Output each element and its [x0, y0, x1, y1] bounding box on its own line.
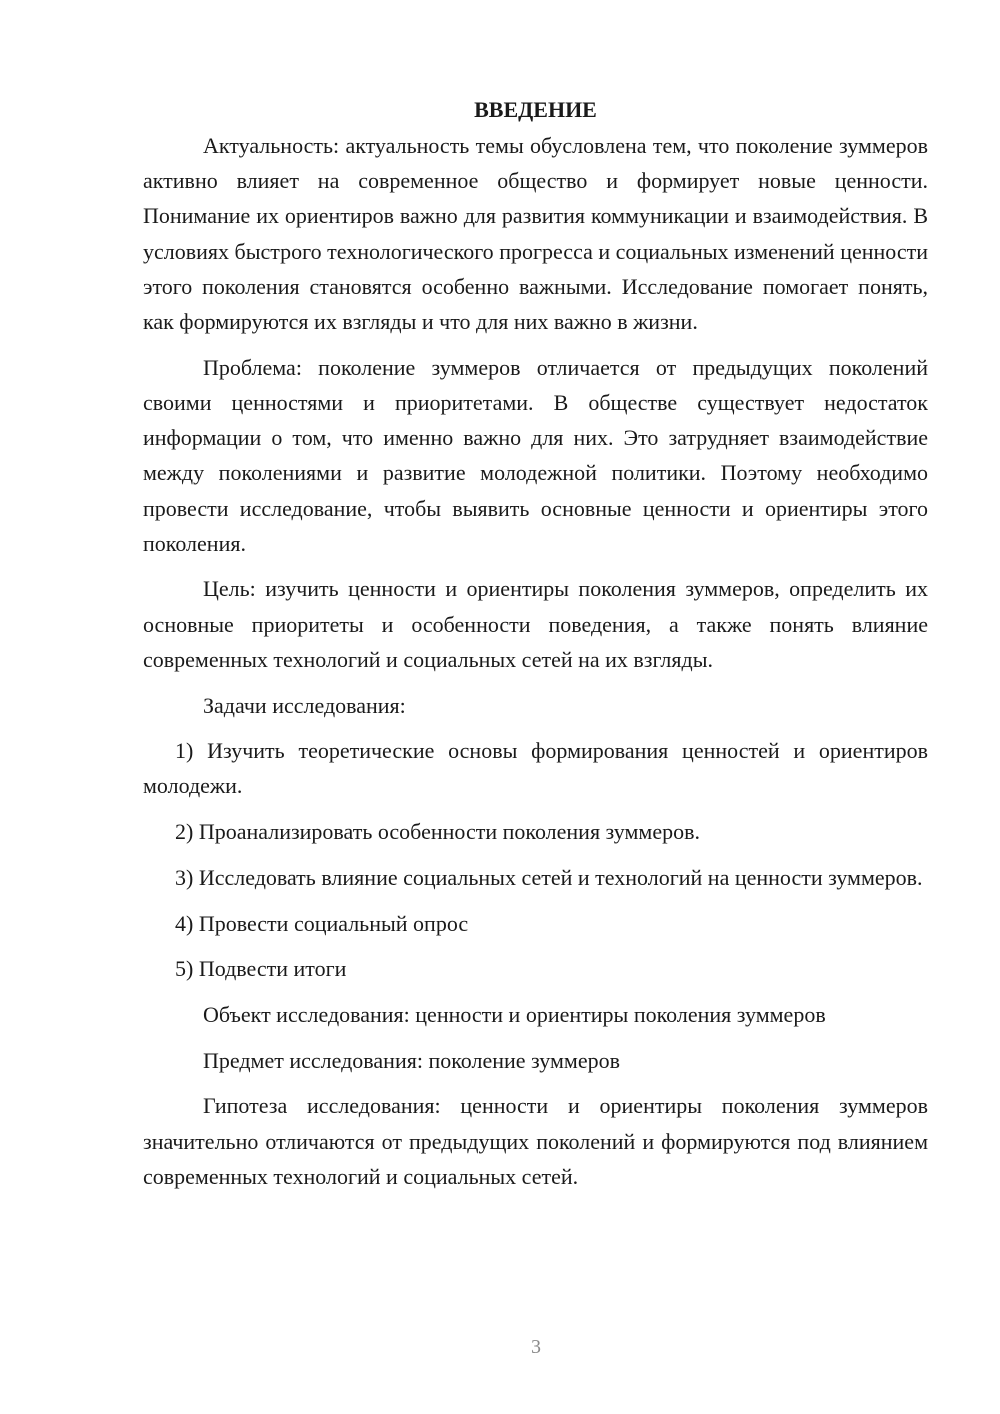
- task-item-5: 5) Подвести итоги: [175, 956, 347, 982]
- paragraph-relevance: Актуальность: актуальность темы обусловлена тем, что поколение зуммеров активно влияет на современное общество и формирует новые ценности. Понимание их ориентиров важно для развития коммуникации и взаимодействия. В условиях быстрого технологического прогресса и социальных изменений ценности этого поколения становятся особенно важными. Исследование помогает понять, как формируются их взгляды и что для них важно в жизни.: [143, 133, 928, 335]
- paragraph-problem: Проблема: поколение зуммеров отличается от предыдущих поколений своими ценностями и приоритетами. В обществе существует недостаток информации о том, что именно важно для них. Это затрудняет взаимодействие между поколениями и развитие молодежной политики. Поэтому необходимо провести исследование, чтобы выявить основные ценности и ориентиры этого поколения.: [143, 354, 928, 556]
- paragraph-subject: Предмет исследования: поколение зуммеров: [203, 1047, 620, 1073]
- paragraph-tasks-heading: Задачи исследования:: [203, 692, 406, 718]
- paragraph-goal: Цель: изучить ценности и ориентиры поколения зуммеров, определить их основные приоритеты и особенности поведения, а также понять влияние современных технологий и социальных сетей на их взгляды.: [143, 576, 928, 672]
- task-item-1: 1) Изучить теоретические основы формирования ценностей и ориентиров молодежи.: [143, 738, 928, 799]
- section-title: ВВЕДЕНИЕ: [474, 97, 597, 122]
- paragraph-hypothesis: Гипотеза исследования: ценности и ориентиры поколения зуммеров значительно отличаются от предыдущих поколений и формируются под влиянием современных технологий и социальных сетей.: [143, 1093, 928, 1189]
- task-item-3: 3) Исследовать влияние социальных сетей и технологий на ценности зуммеров.: [175, 864, 923, 890]
- document-page: [143, 94, 928, 1204]
- paragraph-object: Объект исследования: ценности и ориентиры поколения зуммеров: [203, 1001, 826, 1027]
- page-number: 3: [531, 1336, 541, 1358]
- task-item-4: 4) Провести социальный опрос: [175, 910, 469, 936]
- task-item-2: 2) Проанализировать особенности поколения зуммеров.: [175, 819, 700, 845]
